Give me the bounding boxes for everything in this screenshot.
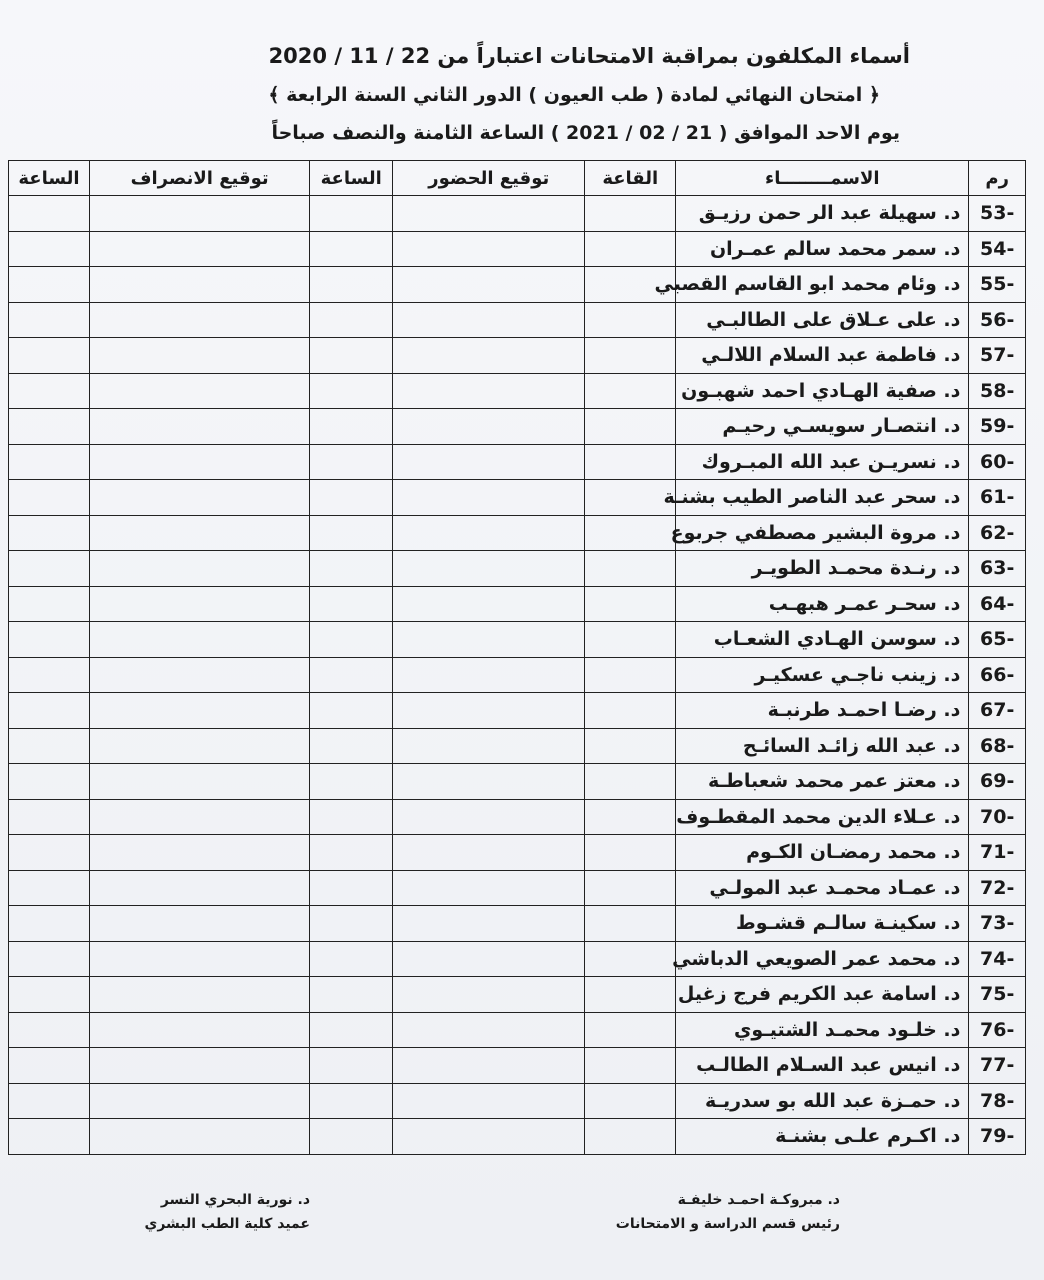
- dean-title: عميد كلية الطب البشري: [144, 1216, 310, 1232]
- hall-cell: [585, 693, 676, 729]
- col-header-attendance-signature: توقيع الحضور: [393, 161, 585, 196]
- departure-signature-cell: [89, 1119, 309, 1155]
- attendance-signature-cell: [393, 1012, 585, 1048]
- hall-cell: [585, 941, 676, 977]
- departure-time-cell: [9, 1119, 90, 1155]
- row-number: 54-: [969, 231, 1026, 267]
- attendance-time-cell: [310, 373, 393, 409]
- departure-signature-cell: [89, 551, 309, 587]
- departure-time-cell: [9, 444, 90, 480]
- departure-time-cell: [9, 1012, 90, 1048]
- col-header-number: رم: [969, 161, 1026, 196]
- table-row: [9, 302, 1026, 338]
- table-row: [9, 977, 1026, 1013]
- table-row: [9, 693, 1026, 729]
- row-number: 75-: [969, 977, 1026, 1013]
- proctor-name: د. عبد الله زائـد السائـح: [676, 728, 969, 764]
- attendance-time-cell: [310, 231, 393, 267]
- proctor-name: د. حمـزة عبد الله بو سدريـة: [676, 1083, 969, 1119]
- attendance-time-cell: [310, 622, 393, 658]
- hall-cell: [585, 764, 676, 800]
- departure-signature-cell: [89, 657, 309, 693]
- table-row: [9, 338, 1026, 374]
- attendance-time-cell: [310, 480, 393, 516]
- hall-cell: [585, 338, 676, 374]
- row-number: 76-: [969, 1012, 1026, 1048]
- attendance-signature-cell: [393, 799, 585, 835]
- departure-signature-cell: [89, 941, 309, 977]
- hall-cell: [585, 409, 676, 445]
- proctor-name: د. معتز عمر محمد شعباطـة: [676, 764, 969, 800]
- attendance-signature-cell: [393, 480, 585, 516]
- attendance-time-cell: [310, 977, 393, 1013]
- departure-time-cell: [9, 1048, 90, 1084]
- departure-signature-cell: [89, 977, 309, 1013]
- col-header-departure-signature: توقيع الانصراف: [89, 161, 309, 196]
- table-row: [9, 870, 1026, 906]
- proctor-name: د. انتصـار سويسـي رحيـم: [676, 409, 969, 445]
- signature-block-study-head: [580, 1188, 840, 1236]
- proctor-name: د. اكـرم علـى بشنـة: [676, 1119, 969, 1155]
- col-header-hall: القاعة: [585, 161, 676, 196]
- study-head-name: د. مبروكـة احمـد خليفـة: [677, 1192, 840, 1208]
- attendance-time-cell: [310, 657, 393, 693]
- proctor-name: د. رضـا احمـد طرنبـة: [676, 693, 969, 729]
- departure-time-cell: [9, 693, 90, 729]
- hall-cell: [585, 515, 676, 551]
- departure-time-cell: [9, 267, 90, 303]
- signature-block-dean: [110, 1188, 310, 1236]
- table-row: [9, 1012, 1026, 1048]
- hall-cell: [585, 906, 676, 942]
- document-title: أسماء المكلفون بمراقبة الامتحانات اعتباراً من 22 / 11 / 2020: [268, 44, 910, 68]
- proctor-name: د. سحر عبد الناصر الطيب بشنـة: [676, 480, 969, 516]
- departure-time-cell: [9, 835, 90, 871]
- attendance-signature-cell: [393, 941, 585, 977]
- departure-signature-cell: [89, 622, 309, 658]
- departure-signature-cell: [89, 409, 309, 445]
- proctor-name: د. انيس عبد السـلام الطالـب: [676, 1048, 969, 1084]
- hall-cell: [585, 373, 676, 409]
- exam-subtitle: ﴿ امتحان النهائي لمادة ( طب العيون ) الدور الثاني السنة الرابعة ﴾: [268, 84, 880, 106]
- hall-cell: [585, 551, 676, 587]
- row-number: 65-: [969, 622, 1026, 658]
- table-row: [9, 1083, 1026, 1119]
- attendance-signature-cell: [393, 231, 585, 267]
- proctor-name: د. رنـدة محمـد الطويـر: [676, 551, 969, 587]
- row-number: 77-: [969, 1048, 1026, 1084]
- attendance-time-cell: [310, 196, 393, 232]
- table-header-row: [9, 161, 1026, 196]
- hall-cell: [585, 1012, 676, 1048]
- departure-time-cell: [9, 551, 90, 587]
- departure-time-cell: [9, 728, 90, 764]
- attendance-time-cell: [310, 835, 393, 871]
- attendance-signature-cell: [393, 693, 585, 729]
- hall-cell: [585, 1083, 676, 1119]
- hall-cell: [585, 1048, 676, 1084]
- attendance-time-cell: [310, 551, 393, 587]
- attendance-signature-cell: [393, 764, 585, 800]
- attendance-signature-cell: [393, 373, 585, 409]
- departure-time-cell: [9, 870, 90, 906]
- table-row: [9, 515, 1026, 551]
- row-number: 62-: [969, 515, 1026, 551]
- departure-time-cell: [9, 906, 90, 942]
- attendance-signature-cell: [393, 338, 585, 374]
- table-row: [9, 941, 1026, 977]
- row-number: 63-: [969, 551, 1026, 587]
- departure-time-cell: [9, 338, 90, 374]
- attendance-signature-cell: [393, 267, 585, 303]
- departure-signature-cell: [89, 515, 309, 551]
- attendance-signature-cell: [393, 906, 585, 942]
- attendance-time-cell: [310, 1048, 393, 1084]
- attendance-signature-cell: [393, 196, 585, 232]
- row-number: 71-: [969, 835, 1026, 871]
- proctor-name: د. سحـر عمـر هبهـب: [676, 586, 969, 622]
- hall-cell: [585, 799, 676, 835]
- proctor-name: د. محمد عمر الصويعي الدباشي: [676, 941, 969, 977]
- attendance-time-cell: [310, 586, 393, 622]
- proctor-name: د. نسريـن عبد الله المبـروك: [676, 444, 969, 480]
- table-row: [9, 622, 1026, 658]
- departure-time-cell: [9, 373, 90, 409]
- row-number: 60-: [969, 444, 1026, 480]
- proctor-name: د. خلـود محمـد الشتيـوي: [676, 1012, 969, 1048]
- departure-time-cell: [9, 799, 90, 835]
- attendance-time-cell: [310, 409, 393, 445]
- hall-cell: [585, 1119, 676, 1155]
- table-row: [9, 551, 1026, 587]
- proctor-name: د. زينب ناجـي عسكيـر: [676, 657, 969, 693]
- departure-time-cell: [9, 515, 90, 551]
- proctor-name: د. فاطمة عبد السلام اللالـي: [676, 338, 969, 374]
- attendance-time-cell: [310, 1012, 393, 1048]
- attendance-time-cell: [310, 799, 393, 835]
- attendance-time-cell: [310, 870, 393, 906]
- row-number: 56-: [969, 302, 1026, 338]
- proctor-name: د. عـلاء الدين محمد المقطـوف: [676, 799, 969, 835]
- row-number: 78-: [969, 1083, 1026, 1119]
- proctor-name: د. محمد رمضـان الكـوم: [676, 835, 969, 871]
- row-number: 58-: [969, 373, 1026, 409]
- attendance-signature-cell: [393, 977, 585, 1013]
- proctor-name: د. سوسن الهـادي الشعـاب: [676, 622, 969, 658]
- departure-time-cell: [9, 409, 90, 445]
- attendance-signature-cell: [393, 586, 585, 622]
- table-row: [9, 728, 1026, 764]
- hall-cell: [585, 728, 676, 764]
- table-row: [9, 1119, 1026, 1155]
- proctor-name: د. على عـلاق على الطالبـي: [676, 302, 969, 338]
- departure-signature-cell: [89, 444, 309, 480]
- table-row: [9, 196, 1026, 232]
- table-row: [9, 444, 1026, 480]
- attendance-time-cell: [310, 338, 393, 374]
- departure-time-cell: [9, 941, 90, 977]
- departure-time-cell: [9, 1083, 90, 1119]
- col-header-attendance-time: الساعة: [310, 161, 393, 196]
- col-header-departure-time: الساعة: [9, 161, 90, 196]
- departure-signature-cell: [89, 764, 309, 800]
- attendance-time-cell: [310, 1119, 393, 1155]
- row-number: 64-: [969, 586, 1026, 622]
- attendance-signature-cell: [393, 870, 585, 906]
- row-number: 68-: [969, 728, 1026, 764]
- departure-time-cell: [9, 977, 90, 1013]
- row-number: 66-: [969, 657, 1026, 693]
- row-number: 55-: [969, 267, 1026, 303]
- table-row: [9, 799, 1026, 835]
- study-head-title: رئيس قسم الدراسة و الامتحانات: [615, 1216, 840, 1232]
- attendance-signature-cell: [393, 1048, 585, 1084]
- table-row: [9, 409, 1026, 445]
- proctor-name: د. سمر محمد سالم عمـران: [676, 231, 969, 267]
- departure-signature-cell: [89, 231, 309, 267]
- attendance-signature-cell: [393, 728, 585, 764]
- row-number: 57-: [969, 338, 1026, 374]
- attendance-signature-cell: [393, 551, 585, 587]
- departure-signature-cell: [89, 480, 309, 516]
- departure-signature-cell: [89, 586, 309, 622]
- hall-cell: [585, 977, 676, 1013]
- departure-signature-cell: [89, 338, 309, 374]
- proctor-name: د. مروة البشير مصطفي جربوع: [676, 515, 969, 551]
- attendance-signature-cell: [393, 622, 585, 658]
- attendance-signature-cell: [393, 835, 585, 871]
- departure-time-cell: [9, 622, 90, 658]
- hall-cell: [585, 231, 676, 267]
- attendance-signature-cell: [393, 409, 585, 445]
- table-row: [9, 480, 1026, 516]
- departure-time-cell: [9, 231, 90, 267]
- row-number: 59-: [969, 409, 1026, 445]
- departure-signature-cell: [89, 373, 309, 409]
- departure-signature-cell: [89, 835, 309, 871]
- proctor-name: د. وئام محمد ابو القاسم القصبي: [676, 267, 969, 303]
- hall-cell: [585, 657, 676, 693]
- hall-cell: [585, 480, 676, 516]
- departure-signature-cell: [89, 267, 309, 303]
- hall-cell: [585, 622, 676, 658]
- departure-time-cell: [9, 480, 90, 516]
- hall-cell: [585, 444, 676, 480]
- table-row: [9, 657, 1026, 693]
- departure-signature-cell: [89, 799, 309, 835]
- attendance-signature-cell: [393, 657, 585, 693]
- col-header-names: الاسمــــــــاء: [676, 161, 969, 196]
- attendance-time-cell: [310, 515, 393, 551]
- hall-cell: [585, 586, 676, 622]
- departure-signature-cell: [89, 1048, 309, 1084]
- row-number: 72-: [969, 870, 1026, 906]
- proctor-name: د. سهيلة عبد الر حمن رزيـق: [676, 196, 969, 232]
- row-number: 74-: [969, 941, 1026, 977]
- attendance-signature-cell: [393, 1119, 585, 1155]
- row-number: 67-: [969, 693, 1026, 729]
- departure-signature-cell: [89, 906, 309, 942]
- attendance-time-cell: [310, 444, 393, 480]
- attendance-time-cell: [310, 728, 393, 764]
- departure-time-cell: [9, 657, 90, 693]
- row-number: 69-: [969, 764, 1026, 800]
- table-row: [9, 267, 1026, 303]
- departure-signature-cell: [89, 693, 309, 729]
- hall-cell: [585, 302, 676, 338]
- dean-name: د. نورية البحري النسر: [160, 1192, 310, 1208]
- table-row: [9, 373, 1026, 409]
- table-row: [9, 586, 1026, 622]
- proctor-name: د. عمـاد محمـد عبد المولـي: [676, 870, 969, 906]
- attendance-signature-cell: [393, 1083, 585, 1119]
- attendance-time-cell: [310, 906, 393, 942]
- hall-cell: [585, 835, 676, 871]
- table-row: [9, 906, 1026, 942]
- hall-cell: [585, 870, 676, 906]
- proctor-name: د. سكينـة سالـم قشـوط: [676, 906, 969, 942]
- table-row: [9, 835, 1026, 871]
- proctor-name: د. صفية الهـادي احمد شهبـون: [676, 373, 969, 409]
- departure-signature-cell: [89, 1012, 309, 1048]
- departure-signature-cell: [89, 728, 309, 764]
- departure-signature-cell: [89, 302, 309, 338]
- attendance-time-cell: [310, 267, 393, 303]
- row-number: 53-: [969, 196, 1026, 232]
- departure-signature-cell: [89, 196, 309, 232]
- exam-date-line: يوم الاحد الموافق ( 21 / 02 / 2021 ) الساعة الثامنة والنصف صباحاً: [271, 122, 900, 144]
- departure-time-cell: [9, 764, 90, 800]
- row-number: 79-: [969, 1119, 1026, 1155]
- table-row: [9, 231, 1026, 267]
- attendance-time-cell: [310, 302, 393, 338]
- attendance-time-cell: [310, 764, 393, 800]
- proctors-table: [8, 160, 1026, 1155]
- attendance-time-cell: [310, 1083, 393, 1119]
- row-number: 70-: [969, 799, 1026, 835]
- departure-time-cell: [9, 196, 90, 232]
- attendance-signature-cell: [393, 302, 585, 338]
- departure-signature-cell: [89, 870, 309, 906]
- table-row: [9, 1048, 1026, 1084]
- departure-time-cell: [9, 586, 90, 622]
- attendance-time-cell: [310, 941, 393, 977]
- row-number: 73-: [969, 906, 1026, 942]
- attendance-time-cell: [310, 693, 393, 729]
- row-number: 61-: [969, 480, 1026, 516]
- proctor-name: د. اسامة عبد الكريم فرج زغيل: [676, 977, 969, 1013]
- hall-cell: [585, 196, 676, 232]
- table-row: [9, 764, 1026, 800]
- attendance-signature-cell: [393, 515, 585, 551]
- departure-signature-cell: [89, 1083, 309, 1119]
- departure-time-cell: [9, 302, 90, 338]
- attendance-signature-cell: [393, 444, 585, 480]
